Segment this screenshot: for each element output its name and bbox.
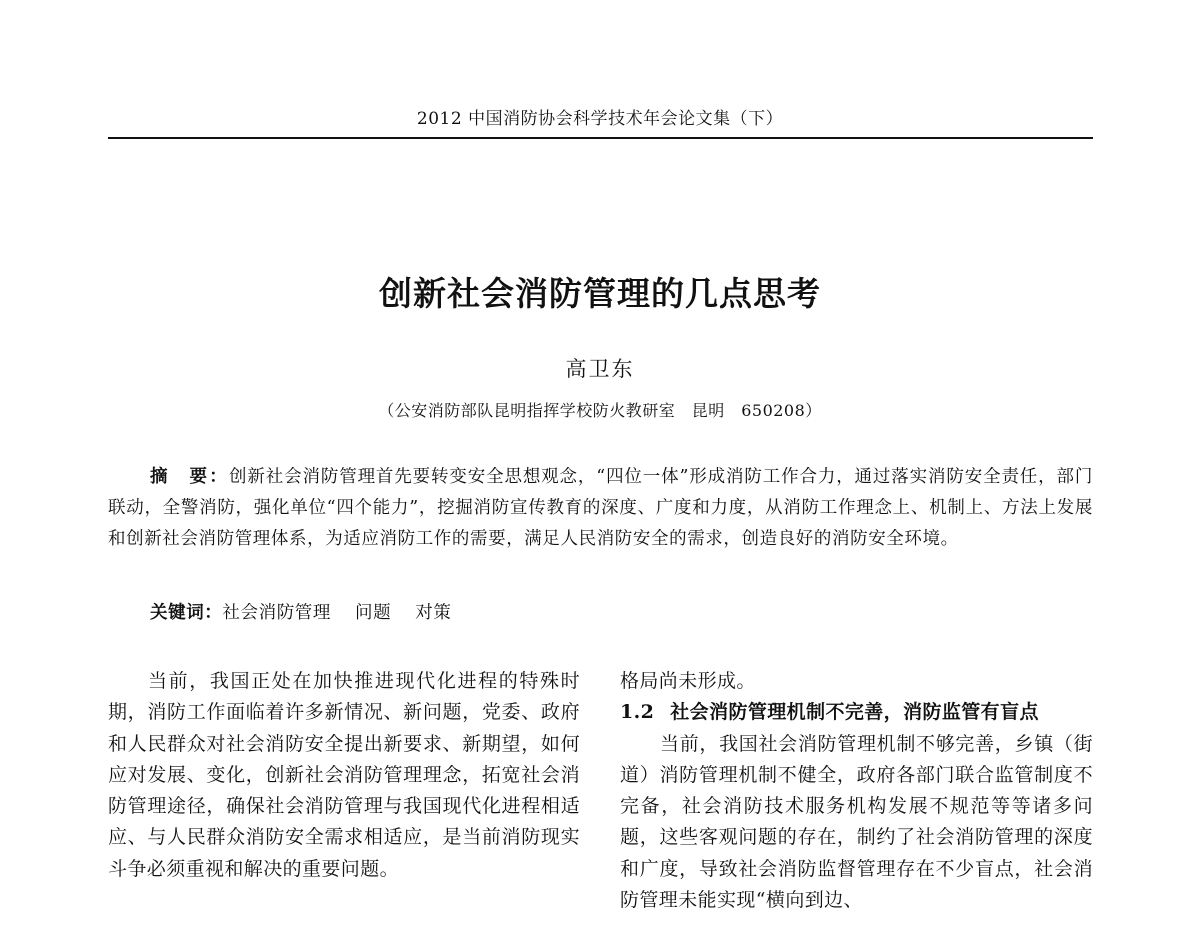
body-column-left <box>108 666 580 885</box>
keyword-item: 对策 <box>415 603 452 623</box>
author-affiliation: （公安消防部队昆明指挥学校防火教研室 昆明 650208） <box>378 401 822 420</box>
body-paragraph-continuation: 格局尚未形成。 <box>620 670 756 692</box>
body-column-right <box>620 666 1093 916</box>
keyword-item: 社会消防管理 <box>222 603 332 623</box>
keywords <box>150 598 1050 629</box>
body-paragraph: 当前，我国正处在加快推进现代化进程的特殊时期，消防工作面临着许多新情况、新问题，党委、政府和人民群众对社会消防安全提出新要求、新期望，如何应对发展、变化，创新社会消防管理理念，拓宽社会消防管理途径，确保社会消防管理与我国现代化进程相适应、与人民群众消防安全需求相适应，是当前消防现实斗争必须重视和解决的重要问题。 <box>108 670 580 880</box>
header-rule <box>108 137 1093 139</box>
section-title: 社会消防管理机制不完善，消防监管有盲点 <box>670 701 1039 724</box>
keyword-item: 问题 <box>355 603 392 623</box>
article-title: 创新社会消防管理的几点思考 <box>379 274 821 313</box>
section-heading <box>620 697 1093 728</box>
running-header: 2012 中国消防协会科学技术年会论文集（下） <box>416 109 784 129</box>
abstract-text: 创新社会消防管理首先要转变安全思想观念，“四位一体”形成消防工作合力，通过落实消防安全责任，部门联动，全警消防，强化单位“四个能力”，挖掘消防宣传教育的深度、广度和力度，从消防工作理念上、机制上、方法上发展和创新社会消防管理体系，为适应消防工作的需要，满足人民消防安全的需求，创造良好的消防安全环境。 <box>108 467 1093 549</box>
body-paragraph: 当前，我国社会消防管理机制不够完善，乡镇（街道）消防管理机制不健全，政府各部门联合监管制度不完备，社会消防技术服务机构发展不规范等等诸多问题，这些客观问题的存在，制约了社会消防管理的深度和广度，导致社会消防监督管理存在不少盲点，社会消防管理未能实现“横向到边、 <box>620 732 1093 912</box>
abstract <box>108 462 1093 555</box>
section-number: 1.2 <box>620 701 655 724</box>
keywords-label: 关键词： <box>150 603 223 623</box>
abstract-label: 摘 要： <box>150 467 230 487</box>
author-name: 高卫东 <box>565 357 635 381</box>
